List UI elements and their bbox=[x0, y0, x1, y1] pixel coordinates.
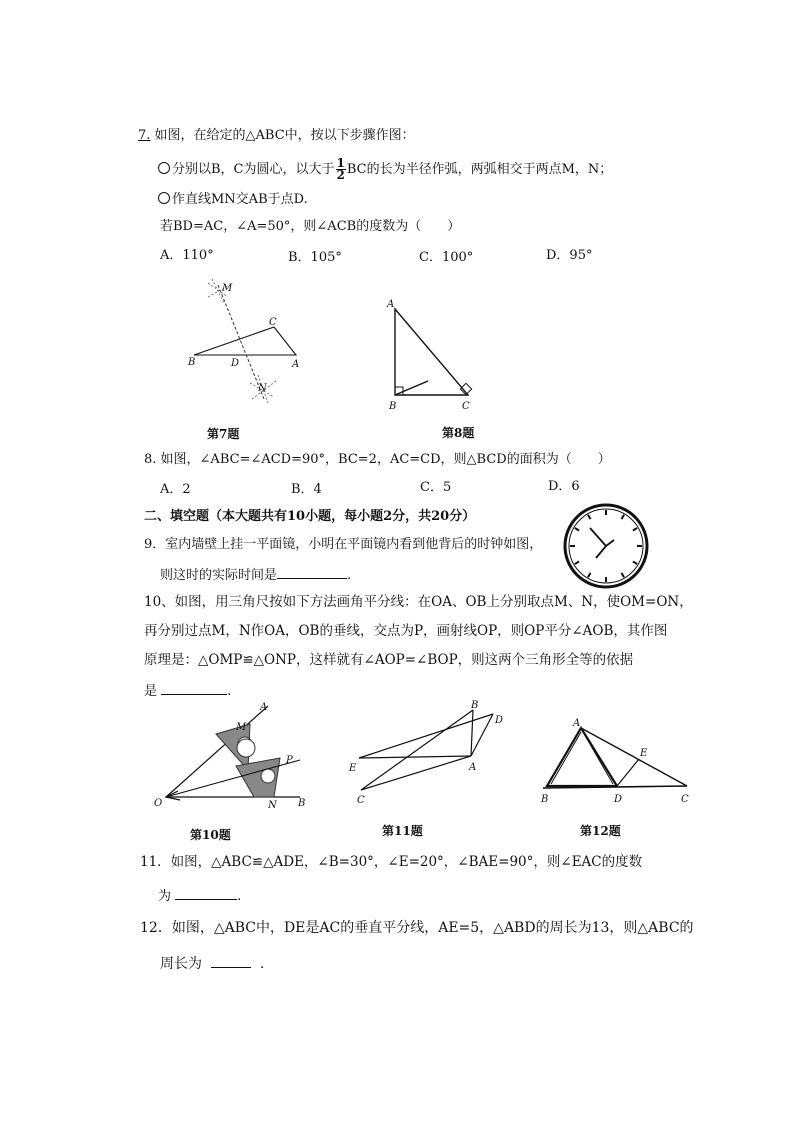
q7-option-c[interactable]: C．100° bbox=[419, 250, 474, 265]
fig8-label-b: B bbox=[389, 401, 397, 412]
q8-option-c[interactable]: C．5 bbox=[420, 480, 452, 495]
q7-option-a[interactable]: A．110° bbox=[160, 248, 214, 263]
fig10-label-o: O bbox=[154, 798, 163, 809]
fig7-label-n: N bbox=[258, 383, 267, 394]
fig11-label-c: C bbox=[357, 795, 365, 806]
fig8-caption: 第8题 bbox=[442, 426, 475, 440]
figure-8 bbox=[380, 295, 490, 415]
fig10-label-p: P bbox=[286, 755, 293, 766]
q12-line1: 12．如图，△ABC中，DE是AC的垂直平分线，AE=5，△ABD的周长为13，则△ABC的 bbox=[140, 920, 694, 936]
fig7-caption: 第7题 bbox=[207, 427, 240, 441]
fig7-label-c: C bbox=[269, 317, 277, 328]
q7-number: 7. bbox=[138, 128, 151, 143]
fig7-label-m: M bbox=[222, 283, 233, 294]
q7-stem-text: 如图，在给定的△ABC中，按以下步骤作图： bbox=[154, 128, 415, 143]
q8-stem: 8. 如图，∠ABC=∠ACD=90°，BC=2，AC=CD，则△BCD的面积为（ ） bbox=[144, 452, 611, 467]
fig10-label-m: M bbox=[236, 722, 247, 733]
section-2-title: 二、填空题（本大题共有10小题，每小题2分，共20分） bbox=[144, 509, 476, 524]
q7-option-b[interactable]: B．105° bbox=[288, 250, 342, 265]
q11-line2: 为 . bbox=[158, 889, 242, 904]
q7-step1: 分别以B，C为圆心，以大于 $\frac{1}{2}$ BC的长为半径作弧，两弧相交于两点M，N； bbox=[158, 158, 612, 181]
q12-line2: 周长为 . bbox=[160, 956, 265, 972]
fig10-label-n: N bbox=[268, 800, 277, 811]
fig8-label-a: A bbox=[387, 299, 395, 310]
figure-10 bbox=[150, 700, 315, 820]
fig11-label-b: B bbox=[471, 700, 479, 711]
fig12-label-b: B bbox=[541, 794, 549, 805]
figure-11 bbox=[345, 700, 510, 810]
q10-line1: 10、如图，用三角尺按如下方法画角平分线：在OA、OB上分别取点M、N，使OM=ON， bbox=[144, 594, 693, 610]
fig12-label-e: E bbox=[640, 748, 648, 759]
q11-answer-blank[interactable] bbox=[175, 887, 237, 900]
clock-hand bbox=[606, 540, 614, 546]
fig10-label-b: B bbox=[298, 798, 306, 809]
q7-stem bbox=[138, 127, 415, 145]
fraction-one-half: $\frac{1}{2}$ bbox=[336, 156, 345, 182]
q11-line1: 11．如图，△ABC≌△ADE，∠B=30°，∠E=20°，∠BAE=90°，则∠EAC的度数 bbox=[140, 854, 643, 870]
fig12-label-c: C bbox=[681, 794, 689, 805]
step-circle-icon bbox=[158, 162, 170, 174]
fig11-caption: 第11题 bbox=[382, 824, 423, 838]
clock-hand bbox=[590, 528, 606, 546]
q10-line2: 再分别过点M，N作OA，OB的垂线，交点为P，画射线OP，则OP平分∠AOB，其作图 bbox=[144, 623, 668, 639]
q10-line3: 原理是：△OMP≌△ONP，这样就有∠AOP=∠BOP，则这两个三角形全等的依据 bbox=[144, 652, 634, 668]
clock-hand bbox=[596, 546, 606, 558]
q10-line4: 是 . bbox=[144, 684, 232, 699]
q9-stem: 9．室内墙壁上挂一平面镜，小明在平面镜内看到他背后的时钟如图， bbox=[144, 537, 543, 552]
q9-answer-blank[interactable] bbox=[277, 566, 347, 579]
q8-option-d[interactable]: D．6 bbox=[548, 479, 580, 494]
q10-answer-blank[interactable] bbox=[161, 682, 227, 695]
q7-step2: 作直线MN交AB于点D. bbox=[158, 191, 308, 209]
q12-answer-blank[interactable] bbox=[211, 955, 251, 968]
fig11-label-d: D bbox=[495, 715, 504, 726]
figure-12 bbox=[535, 710, 700, 810]
q9-line2: 则这时的实际时间是 . bbox=[160, 568, 352, 583]
q8-option-b[interactable]: B．4 bbox=[291, 482, 322, 497]
step-circle-icon bbox=[158, 192, 170, 204]
fig10-label-a: A bbox=[260, 702, 268, 713]
fig7-label-a: A bbox=[292, 359, 300, 370]
fig11-label-e: E bbox=[349, 763, 357, 774]
q8-option-a[interactable]: A．2 bbox=[160, 482, 191, 497]
fig11-label-a: A bbox=[469, 762, 477, 773]
fig7-label-b: B bbox=[188, 357, 196, 368]
fig12-caption: 第12题 bbox=[580, 824, 621, 838]
q7-option-d[interactable]: D．95° bbox=[546, 248, 593, 263]
fig10-caption: 第10题 bbox=[190, 828, 231, 842]
fig8-label-c: C bbox=[462, 401, 470, 412]
fig12-label-d: D bbox=[614, 794, 623, 805]
clock-figure bbox=[560, 500, 652, 592]
fig12-label-a: A bbox=[573, 718, 581, 729]
figure-7 bbox=[180, 275, 310, 415]
q7-condition: 若BD=AC，∠A=50°，则∠ACB的度数为（ ） bbox=[160, 219, 461, 234]
fig7-label-d: D bbox=[231, 358, 240, 369]
